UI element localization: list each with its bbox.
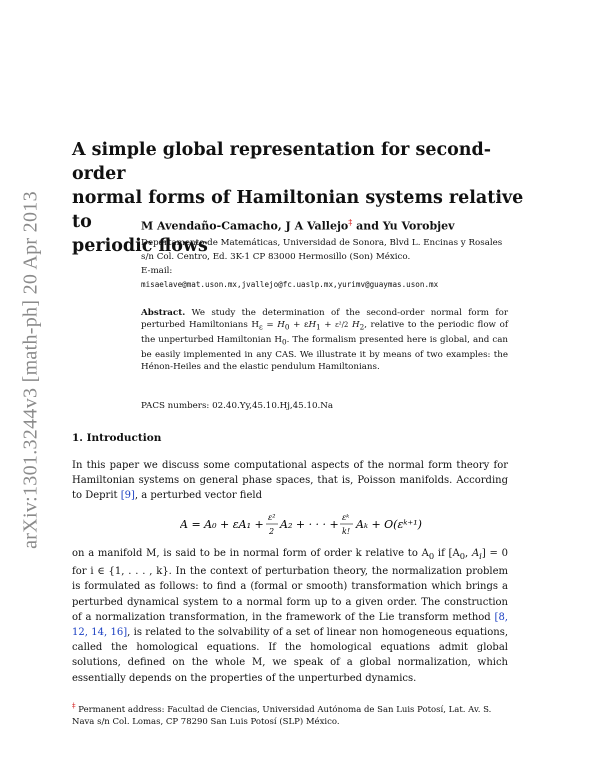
title-line: periodic flows bbox=[72, 236, 208, 256]
title-line: normal forms of Hamiltonian systems relative to bbox=[72, 188, 524, 232]
paragraph-text: , is related to the solvability of a set of linear non homogeneous equations, called the homological equations. If the homological equations admit global solutions, defined on the whole M, we speak of a global normalization, which essentially depends on the properties of the unperturbed dynamics. bbox=[72, 627, 509, 684]
authors-text: M Avendaño-Camacho, J A Vallejo bbox=[141, 219, 349, 233]
paragraph-text: ] = 0 for i ∈ {1, . . . , k}. In the context of perturbation theory, the normalization problem is formulated as follows: to find a (formal or smooth) transformation which brings a perturbed dynamical system to a normal form up to a given order. The construction of a normalization transformation, in the framework of the Lie transform method bbox=[72, 548, 508, 623]
svg-text:εᵏ: εᵏ bbox=[342, 513, 350, 522]
paragraph-text: on a manifold M, is said to be in normal form of order k relative to A bbox=[72, 548, 429, 559]
affiliation-line: Departamento de Matemáticas, Universidad de Sonora, Blvd L. Encinas y Rosales bbox=[141, 238, 503, 248]
footnote-mark: ‡ bbox=[72, 701, 76, 710]
arxiv-id: arXiv:1301.3244v3 [math-ph] 20 Apr 2013 bbox=[19, 191, 42, 549]
svg-text:ε²: ε² bbox=[268, 513, 276, 522]
abstract-text: We study the determination of the second-order normal form for perturbed Hamiltonians H bbox=[141, 308, 508, 331]
equation bbox=[180, 509, 430, 537]
citation-link[interactable]: [8, 12, 14, 16] bbox=[72, 611, 508, 639]
title-line: A simple global representation for second-order bbox=[72, 140, 492, 184]
affiliation-line: s/n Col. Centro, Ed. 3K-1 CP 83000 Hermosillo (Son) México. bbox=[141, 252, 411, 262]
svg-text:A = A₀ + εA₁ +: A = A₀ + εA₁ + bbox=[180, 518, 264, 531]
footnote bbox=[72, 700, 508, 729]
abstract: Abstract. We study the determination of the second-order normal form for perturbed Hamiltonians $H_\varepsilon = H_0 + \varepsilon H_1 + \varepsilon^2/2$ $H_2$, relative to the periodic flow of the unperturbed Hamiltonian $H_0$. The formalism presented here is global, and can be easily implemented in any CAS. We illustrate it by means of two examples: the Hénon-Heiles and the elastic pendulum Hamiltonians. bbox=[141, 308, 509, 373]
footnote-mark[interactable]: ‡ bbox=[348, 218, 353, 227]
abstract-text: , relative to the periodic flow of the unperturbed Hamiltonian H bbox=[141, 320, 509, 346]
abstract-text: . The formalism presented here is global, and can be easily implemented in any CAS. We illustrate it by means of two examples: the Hénon-Heiles and the elastic pendulum Hamiltonians. bbox=[141, 335, 508, 373]
authors-text-after: and Yu Vorobjev bbox=[352, 219, 455, 233]
abstract-label: Abstract. bbox=[141, 308, 186, 318]
affiliation bbox=[141, 236, 531, 264]
section-heading: 1. Introduction bbox=[72, 432, 162, 444]
paragraph-text: In this paper we discuss some computational aspects of the normal form theory for Hamiltonian systems on general phase spaces, that is, Poisson manifolds. According to Deprit bbox=[72, 460, 508, 502]
svg-text:Aₖ + O(εᵏ⁺¹): Aₖ + O(εᵏ⁺¹) bbox=[356, 518, 422, 531]
authors bbox=[141, 218, 455, 233]
paragraph-text: if [A bbox=[434, 548, 460, 559]
email-label: E-mail: bbox=[141, 266, 173, 276]
svg-text:k!: k! bbox=[342, 527, 351, 536]
footnote-text: Permanent address: Facultad de Ciencias, Universidad Autónoma de San Luis Potosí, Lat. Av. S. Nava s/n Col. Lomas, CP 78290 San Luis Potosí (SLP) México. bbox=[72, 704, 492, 728]
pacs-numbers: PACS numbers: 02.40.Yy,45.10.Hj,45.10.Na bbox=[141, 401, 334, 411]
paragraph-text: , a perturbed vector field bbox=[134, 490, 262, 502]
svg-text:2: 2 bbox=[269, 527, 275, 536]
email-addresses: misaelave@mat.uson.mx,jvallejo@fc.uaslp.mx,yurimv@guaymas.uson.mx bbox=[141, 280, 439, 289]
intro-paragraph-2: on a manifold M, is said to be in normal form of order k relative to $A_0$ if [$A_0$, $A_i] = 0$ for i ∈ {1, . . . , k}. In the context of perturbation theory, the normalization problem is formulated as follows: to find a (formal or smooth) transformation which brings a perturbed dynamical system to a normal form up to a given order. The construction of a normalization transformation, in the framework of the Lie transform method [8, 12, 14, 16], is related to the solvability of a set of linear non homogeneous equations, called the homological equations. If the homological equations admit global solutions, defined on the whole M, we speak of a global normalization, which essentially depends on the properties of the unperturbed dynamics. bbox=[72, 548, 509, 684]
citation-link[interactable]: [9] bbox=[120, 490, 135, 502]
intro-paragraph-1 bbox=[72, 458, 508, 504]
svg-text:A₂ + · · · +: A₂ + · · · + bbox=[280, 518, 339, 531]
arxiv-stamp bbox=[14, 180, 48, 560]
